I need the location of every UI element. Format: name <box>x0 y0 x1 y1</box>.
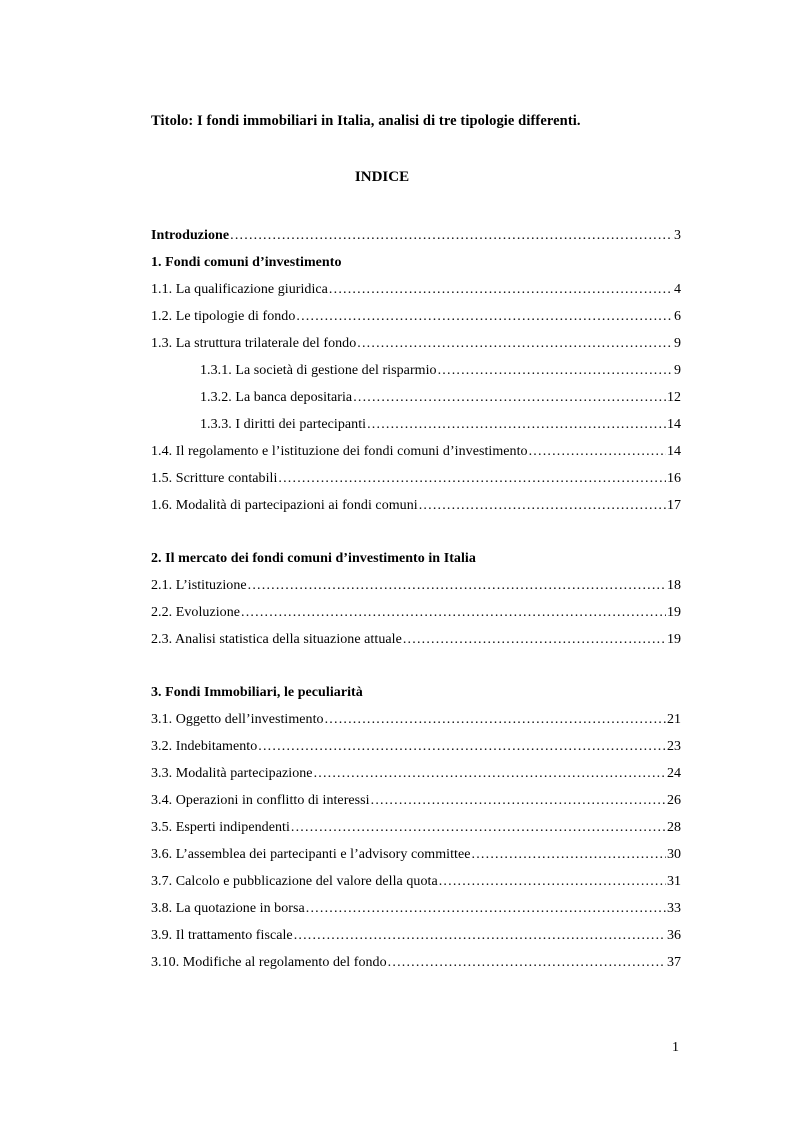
toc-entry[interactable] <box>151 868 681 895</box>
toc-leader-dots <box>371 787 666 814</box>
toc-entry-text: 1.3. La struttura trilaterale del fondo <box>151 336 357 351</box>
toc-entry-text: 3.5. Esperti indipendenti <box>151 820 290 835</box>
toc-leader-dots <box>439 868 666 895</box>
toc-entry-text: 3.9. Il trattamento fiscale <box>151 928 293 943</box>
toc-leader-dots <box>329 276 673 303</box>
toc-entry[interactable] <box>151 949 681 976</box>
toc-entry[interactable] <box>151 814 681 841</box>
toc-entry-text: 2.1. L’istituzione <box>151 578 247 593</box>
toc-entry-text: 3.6. L’assemblea dei partecipanti e l’advisory committee <box>151 847 471 862</box>
page-number: 1 <box>672 1040 679 1055</box>
toc-page-number: 9 <box>674 336 681 351</box>
toc-entry-text: 3.8. La quotazione in borsa <box>151 901 305 916</box>
toc-page-number: 21 <box>667 712 681 727</box>
toc-entry-text: 1.3.3. I diritti dei partecipanti <box>200 417 367 432</box>
toc-entry[interactable] <box>151 384 681 411</box>
toc-entry-text: 1.3.1. La società di gestione del risparmio <box>200 363 437 378</box>
toc-leader-dots <box>294 922 666 949</box>
toc-page-number: 19 <box>667 605 681 620</box>
toc-page-number: 24 <box>667 766 681 781</box>
toc-page-number: 33 <box>667 901 681 916</box>
toc-entry-text: 3.10. Modifiche al regolamento del fondo <box>151 955 387 970</box>
toc-entry[interactable] <box>151 760 681 787</box>
toc-entry[interactable] <box>151 492 681 519</box>
toc-leader-dots <box>388 949 666 976</box>
toc-entry[interactable] <box>151 895 681 922</box>
toc-page-number: 18 <box>667 578 681 593</box>
toc-entry-text: 3.7. Calcolo e pubblicazione del valore della quota <box>151 874 438 889</box>
toc-leader-dots <box>325 706 666 733</box>
toc-entry[interactable] <box>151 303 681 330</box>
toc-entry-text: 1.4. Il regolamento e l’istituzione dei fondi comuni d’investimento <box>151 444 528 459</box>
toc-entry[interactable] <box>151 841 681 868</box>
toc-entry-text: 2.2. Evoluzione <box>151 605 241 620</box>
toc-page-number: 14 <box>667 444 681 459</box>
toc-entry-text: 1.5. Scritture contabili <box>151 471 278 486</box>
toc-entry-text: 3.4. Operazioni in conflitto di interessi <box>151 793 370 808</box>
toc-entry[interactable] <box>151 357 681 384</box>
toc-page-number: 37 <box>667 955 681 970</box>
toc-leader-dots <box>248 572 666 599</box>
toc-page-number: 36 <box>667 928 681 943</box>
toc-leader-dots <box>306 895 666 922</box>
toc-entry[interactable] <box>151 276 681 303</box>
toc-leader-dots <box>296 303 673 330</box>
toc-leader-dots <box>472 841 666 868</box>
toc-entry-text: 3.3. Modalità partecipazione <box>151 766 313 781</box>
toc-section-3-heading[interactable] <box>151 679 681 706</box>
toc-entry[interactable] <box>151 438 681 465</box>
toc-page-number: 31 <box>667 874 681 889</box>
toc-page-number: 23 <box>667 739 681 754</box>
toc-page-number: 9 <box>674 363 681 378</box>
toc-entry-text: 1.3.2. La banca depositaria <box>200 390 353 405</box>
toc-entry-text: 1.1. La qualificazione giuridica <box>151 282 328 297</box>
toc-section-title: 2. Il mercato dei fondi comuni d’investimento in Italia <box>151 551 476 566</box>
table-of-contents <box>151 222 681 976</box>
toc-page-number: 28 <box>667 820 681 835</box>
index-heading: INDICE <box>354 169 410 185</box>
toc-page-number: 12 <box>667 390 681 405</box>
toc-leader-dots <box>367 411 666 438</box>
toc-page-number: 4 <box>674 282 681 297</box>
toc-leader-dots <box>314 760 666 787</box>
toc-section-title: 3. Fondi Immobiliari, le peculiarità <box>151 685 363 700</box>
toc-entry[interactable] <box>151 787 681 814</box>
toc-page-number: 16 <box>667 471 681 486</box>
toc-leader-dots <box>419 492 666 519</box>
toc-entry-text: Introduzione <box>151 228 230 243</box>
toc-entry[interactable] <box>151 330 681 357</box>
toc-page-number: 3 <box>674 228 681 243</box>
toc-page-number: 30 <box>667 847 681 862</box>
toc-section-2-heading[interactable] <box>151 545 681 572</box>
toc-page-number: 19 <box>667 632 681 647</box>
toc-leader-dots <box>291 814 666 841</box>
toc-entry[interactable] <box>151 599 681 626</box>
toc-entry-text: 1.6. Modalità di partecipazioni ai fondi comuni <box>151 498 418 513</box>
toc-leader-dots <box>241 599 666 626</box>
toc-entry[interactable] <box>151 733 681 760</box>
toc-entry[interactable] <box>151 706 681 733</box>
toc-page-number: 6 <box>674 309 681 324</box>
toc-entry-text: 1.2. Le tipologie di fondo <box>151 309 296 324</box>
toc-leader-dots <box>278 465 666 492</box>
toc-leader-dots <box>230 222 673 249</box>
toc-entry[interactable] <box>151 922 681 949</box>
toc-entry[interactable] <box>151 411 681 438</box>
toc-leader-dots <box>438 357 673 384</box>
toc-page-number: 17 <box>667 498 681 513</box>
toc-entry[interactable] <box>151 572 681 599</box>
toc-leader-dots <box>353 384 666 411</box>
toc-leader-dots <box>529 438 666 465</box>
toc-section-1-heading[interactable] <box>151 249 681 276</box>
toc-section-title: 1. Fondi comuni d’investimento <box>151 255 342 270</box>
toc-leader-dots <box>403 626 666 653</box>
toc-leader-dots <box>357 330 673 357</box>
toc-page-number: 26 <box>667 793 681 808</box>
toc-entry-text: 3.2. Indebitamento <box>151 739 258 754</box>
toc-entry-text: 2.3. Analisi statistica della situazione attuale <box>151 632 402 647</box>
toc-entry[interactable] <box>151 465 681 492</box>
toc-entry-introduzione[interactable] <box>151 222 681 249</box>
toc-page-number: 14 <box>667 417 681 432</box>
document-title: Titolo: I fondi immobiliari in Italia, analisi di tre tipologie differenti. <box>151 113 581 129</box>
toc-leader-dots <box>258 733 666 760</box>
toc-entry-text: 3.1. Oggetto dell’investimento <box>151 712 324 727</box>
toc-entry[interactable] <box>151 626 681 653</box>
